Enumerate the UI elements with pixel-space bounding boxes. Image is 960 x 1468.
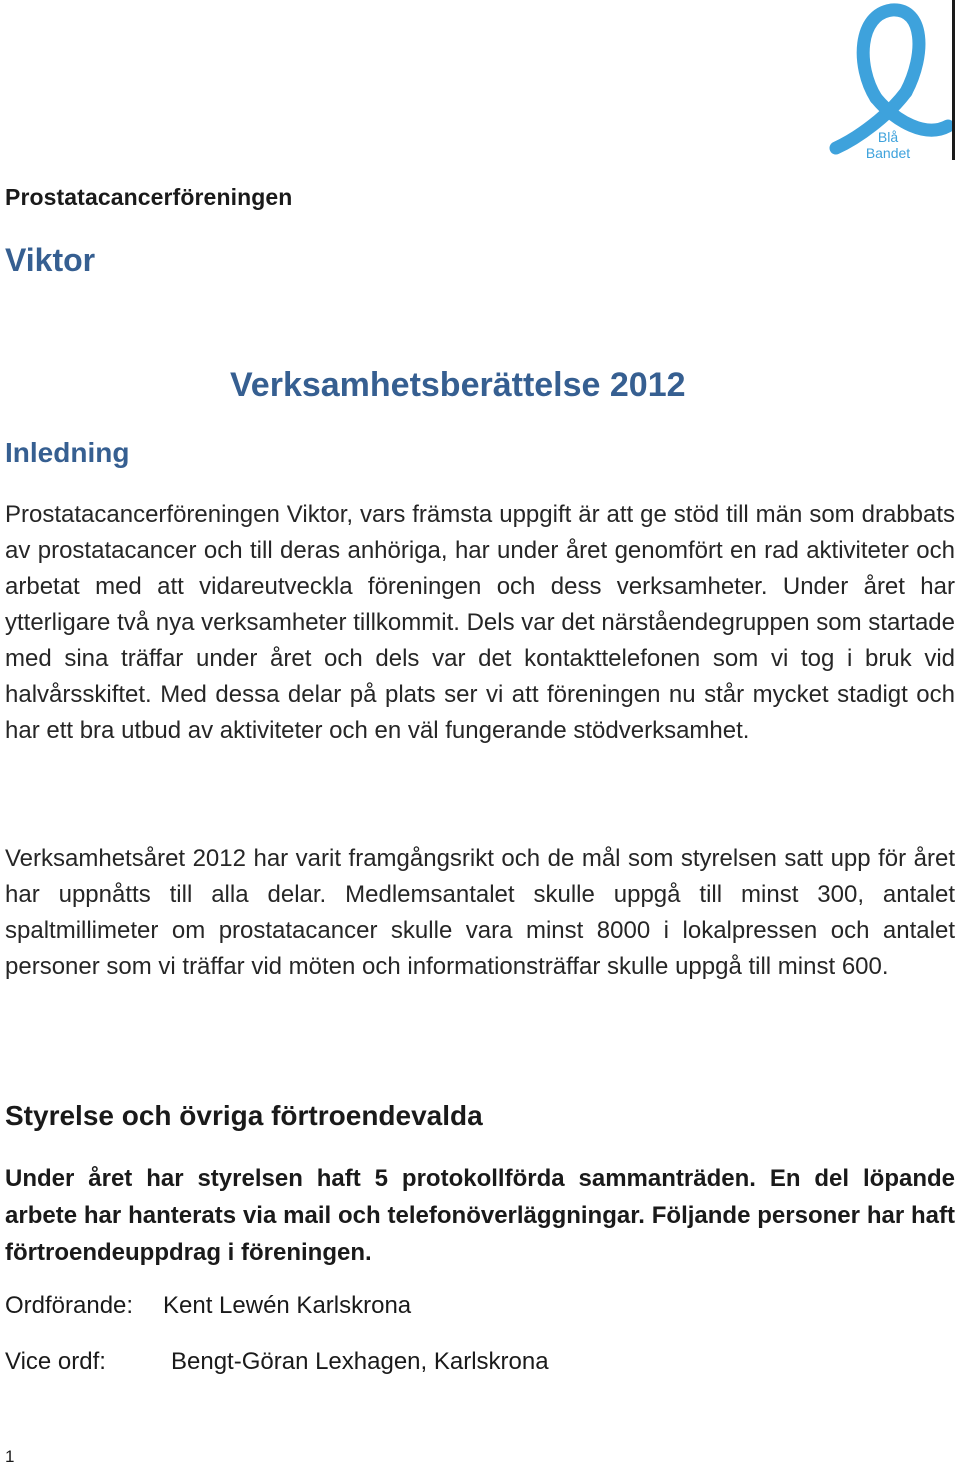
board-heading: Styrelse och övriga förtroendevalda — [5, 1100, 483, 1131]
intro-paragraph-2: Verksamhetsåret 2012 har varit framgångsrikt och de mål som styrelsen satt upp för året har uppnåtts till alla delar. Medlemsantalet skulle uppgå till minst 300, antalet spaltmillimeter om prostatacancer skulle vara minst 8000 i lokalpressen och antalet personer som vi träffar vid möten och informationsträffar skulle uppgå till minst 600. — [5, 845, 955, 980]
role-title: Vice ordf: — [5, 1348, 106, 1375]
intro-paragraph-1: Prostatacancerföreningen Viktor, vars främsta uppgift är att ge stöd till män som drabbats av prostatacancer och till deras anhöriga, har under året genomfört en rad aktiviteter och arbetat med att vidareutveckla föreningen och dess verksamheter. Under året har ytterligare två nya verksamheter tillkommit. Dels var det närståendegruppen som startade med sina träffar under året och dels var det kontakttelefonen som vi tog i bruk vid halvårsskiftet. Med dessa delar på plats ser vi att föreningen nu står mycket stadigt och har ett bra utbud av aktiviteter och en väl fungerande stödverksamhet. — [5, 501, 955, 744]
role-person: Kent Lewén Karlskrona — [163, 1292, 412, 1319]
role-row-chair — [5, 1292, 411, 1320]
role-title: Ordförande: — [5, 1292, 134, 1319]
blue-ribbon-icon — [822, 2, 958, 162]
intro-heading: Inledning — [5, 437, 130, 468]
logo-divider — [952, 0, 955, 160]
club-name: Viktor — [5, 242, 96, 278]
logo-text-line2: Bandet — [865, 145, 911, 161]
role-row-vice-chair — [5, 1348, 549, 1376]
report-title: Verksamhetsberättelse 2012 — [230, 366, 686, 404]
board-summary: Under året har styrelsen haft 5 protokollförda sammanträden. En del löpande arbete har hanterats via mail och telefonöverläggningar. Följande personer har haft förtroendeuppdrag i föreningen. — [5, 1165, 955, 1266]
logo-text-line1: Blå — [877, 129, 899, 145]
organization-name: Prostatacancerföreningen — [5, 184, 293, 210]
role-person: Bengt-Göran Lexhagen, Karlskrona — [171, 1348, 549, 1375]
page-number: 1 — [5, 1447, 15, 1466]
